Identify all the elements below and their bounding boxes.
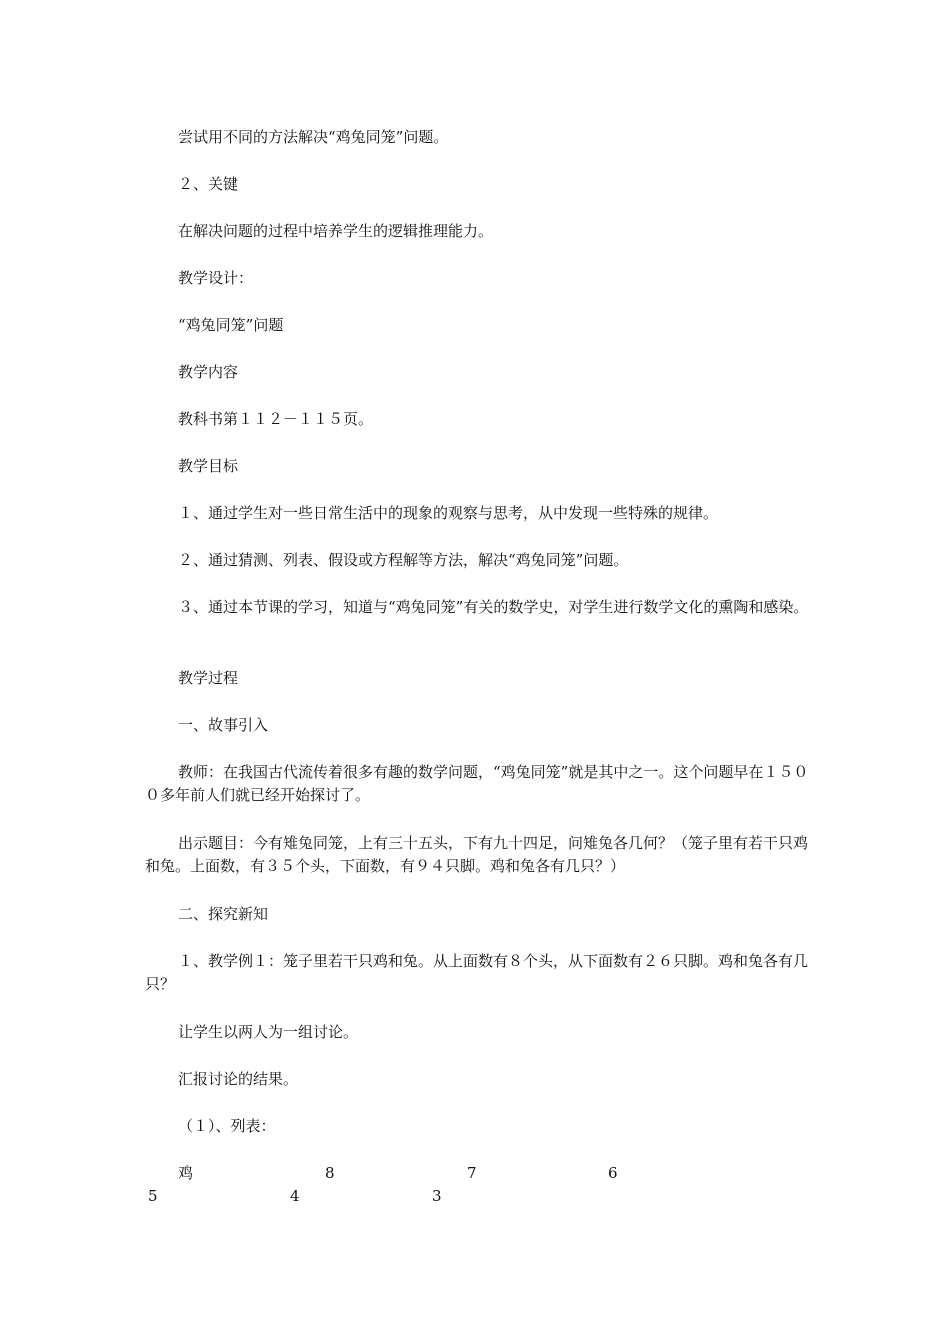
paragraph-content-text: 教科书第１１２－１１５页。 — [178, 410, 374, 428]
paragraph-goal-text: 尝试用不同的方法解决“鸡兔同笼”问题。 — [178, 128, 449, 146]
table-cell: 3 — [432, 1187, 442, 1205]
paragraph-content-heading: 教学内容 — [178, 363, 239, 381]
table-cell: 8 — [325, 1164, 335, 1182]
paragraph-key-heading: ２、关键 — [178, 175, 239, 193]
table-row — [145, 1185, 810, 1208]
paragraph-report-results: 汇报讨论的结果。 — [178, 1070, 299, 1088]
table-row — [145, 1162, 810, 1185]
table-cell: 5 — [148, 1187, 158, 1205]
paragraph-group-discussion: 让学生以两人为一组讨论。 — [178, 1023, 359, 1041]
paragraph-topic-title: “鸡兔同笼”问题 — [178, 316, 284, 334]
paragraph-key-text: 在解决问题的过程中培养学生的逻辑推理能力。 — [178, 222, 494, 240]
paragraph-objective-3: ３、通过本节课的学习，知道与“鸡兔同笼”有关的数学史，对学生进行数学文化的熏陶和感染。 — [178, 598, 809, 616]
paragraph-objective-1: １、通过学生对一些日常生活中的现象的观察与思考，从中发现一些特殊的规律。 — [178, 504, 719, 522]
paragraph-design-heading: 教学设计： — [178, 269, 254, 287]
paragraph-table-heading: （１）、列表： — [178, 1117, 276, 1135]
paragraph-process-heading: 教学过程 — [178, 669, 239, 687]
paragraph-objectives-heading: 教学目标 — [178, 457, 239, 475]
paragraph-problem-statement: 出示题目：今有雉兔同笼，上有三十五头，下有九十四足，问雉兔各几何？（笼子里有若干只鸡和兔。上面数，有３５个头，下面数，有９４只脚。鸡和兔各有几只？） — [145, 834, 809, 875]
table-cell: 6 — [608, 1164, 618, 1182]
paragraph-example-1: １、教学例１：笼子里若干只鸡和兔。从上面数有８个头，从下面数有２６只脚。鸡和兔各有几只？ — [145, 952, 809, 993]
paragraph-teacher-intro: 教师：在我国古代流传着很多有趣的数学问题，“鸡兔同笼”就是其中之一。这个问题早在１５００多年前人们就已经开始探讨了。 — [145, 763, 809, 804]
table-cell: 4 — [290, 1187, 300, 1205]
paragraph-section-1-heading: 一、故事引入 — [178, 716, 269, 734]
paragraph-objective-2: ２、通过猜测、列表、假设或方程解等方法，解决“鸡兔同笼”问题。 — [178, 551, 629, 569]
table-cell-label: 鸡 — [178, 1164, 194, 1182]
table-cell: 7 — [467, 1164, 477, 1182]
paragraph-section-2-heading: 二、探究新知 — [178, 905, 269, 923]
